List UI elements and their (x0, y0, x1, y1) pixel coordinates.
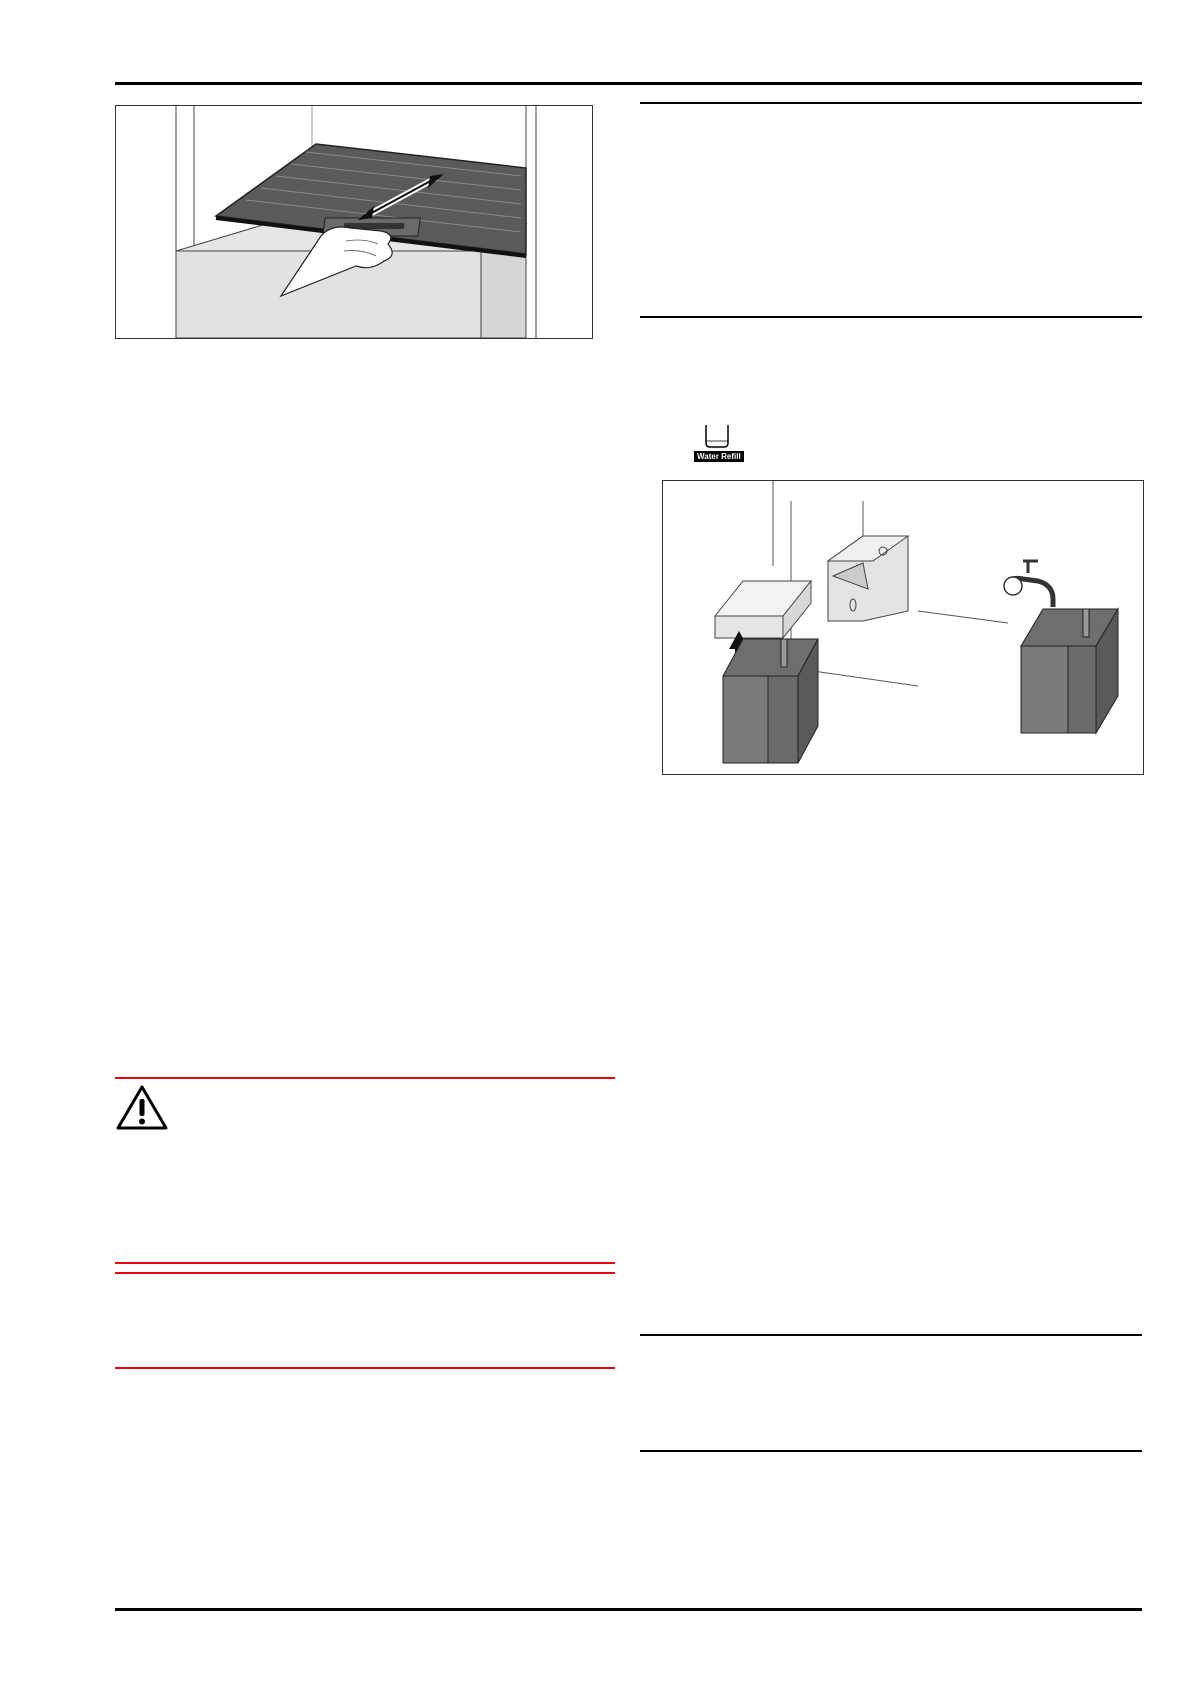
header-rule (115, 82, 1142, 85)
footer-rule (115, 1608, 1142, 1611)
water-tank-tap-icon (663, 481, 1143, 774)
warning-icon-wrap (115, 1084, 169, 1132)
section-rule-2 (640, 316, 1142, 318)
sliding-shelf-figure (115, 105, 593, 339)
sliding-shelf-icon (116, 106, 592, 338)
section-rule-3 (640, 1334, 1142, 1336)
section-rule-4 (640, 1450, 1142, 1452)
water-refill-indicator (694, 423, 754, 463)
warning-bottom-rule (115, 1262, 615, 1264)
warning-triangle-icon (115, 1084, 169, 1132)
notice-top-rule (115, 1272, 615, 1274)
water-tank-icon (694, 423, 754, 451)
water-tank-refill-figure (662, 480, 1144, 775)
notice-bottom-rule (115, 1367, 615, 1369)
water-refill-label: Water Refill (694, 451, 744, 462)
warning-top-rule (115, 1077, 615, 1079)
section-rule-1 (640, 102, 1142, 104)
